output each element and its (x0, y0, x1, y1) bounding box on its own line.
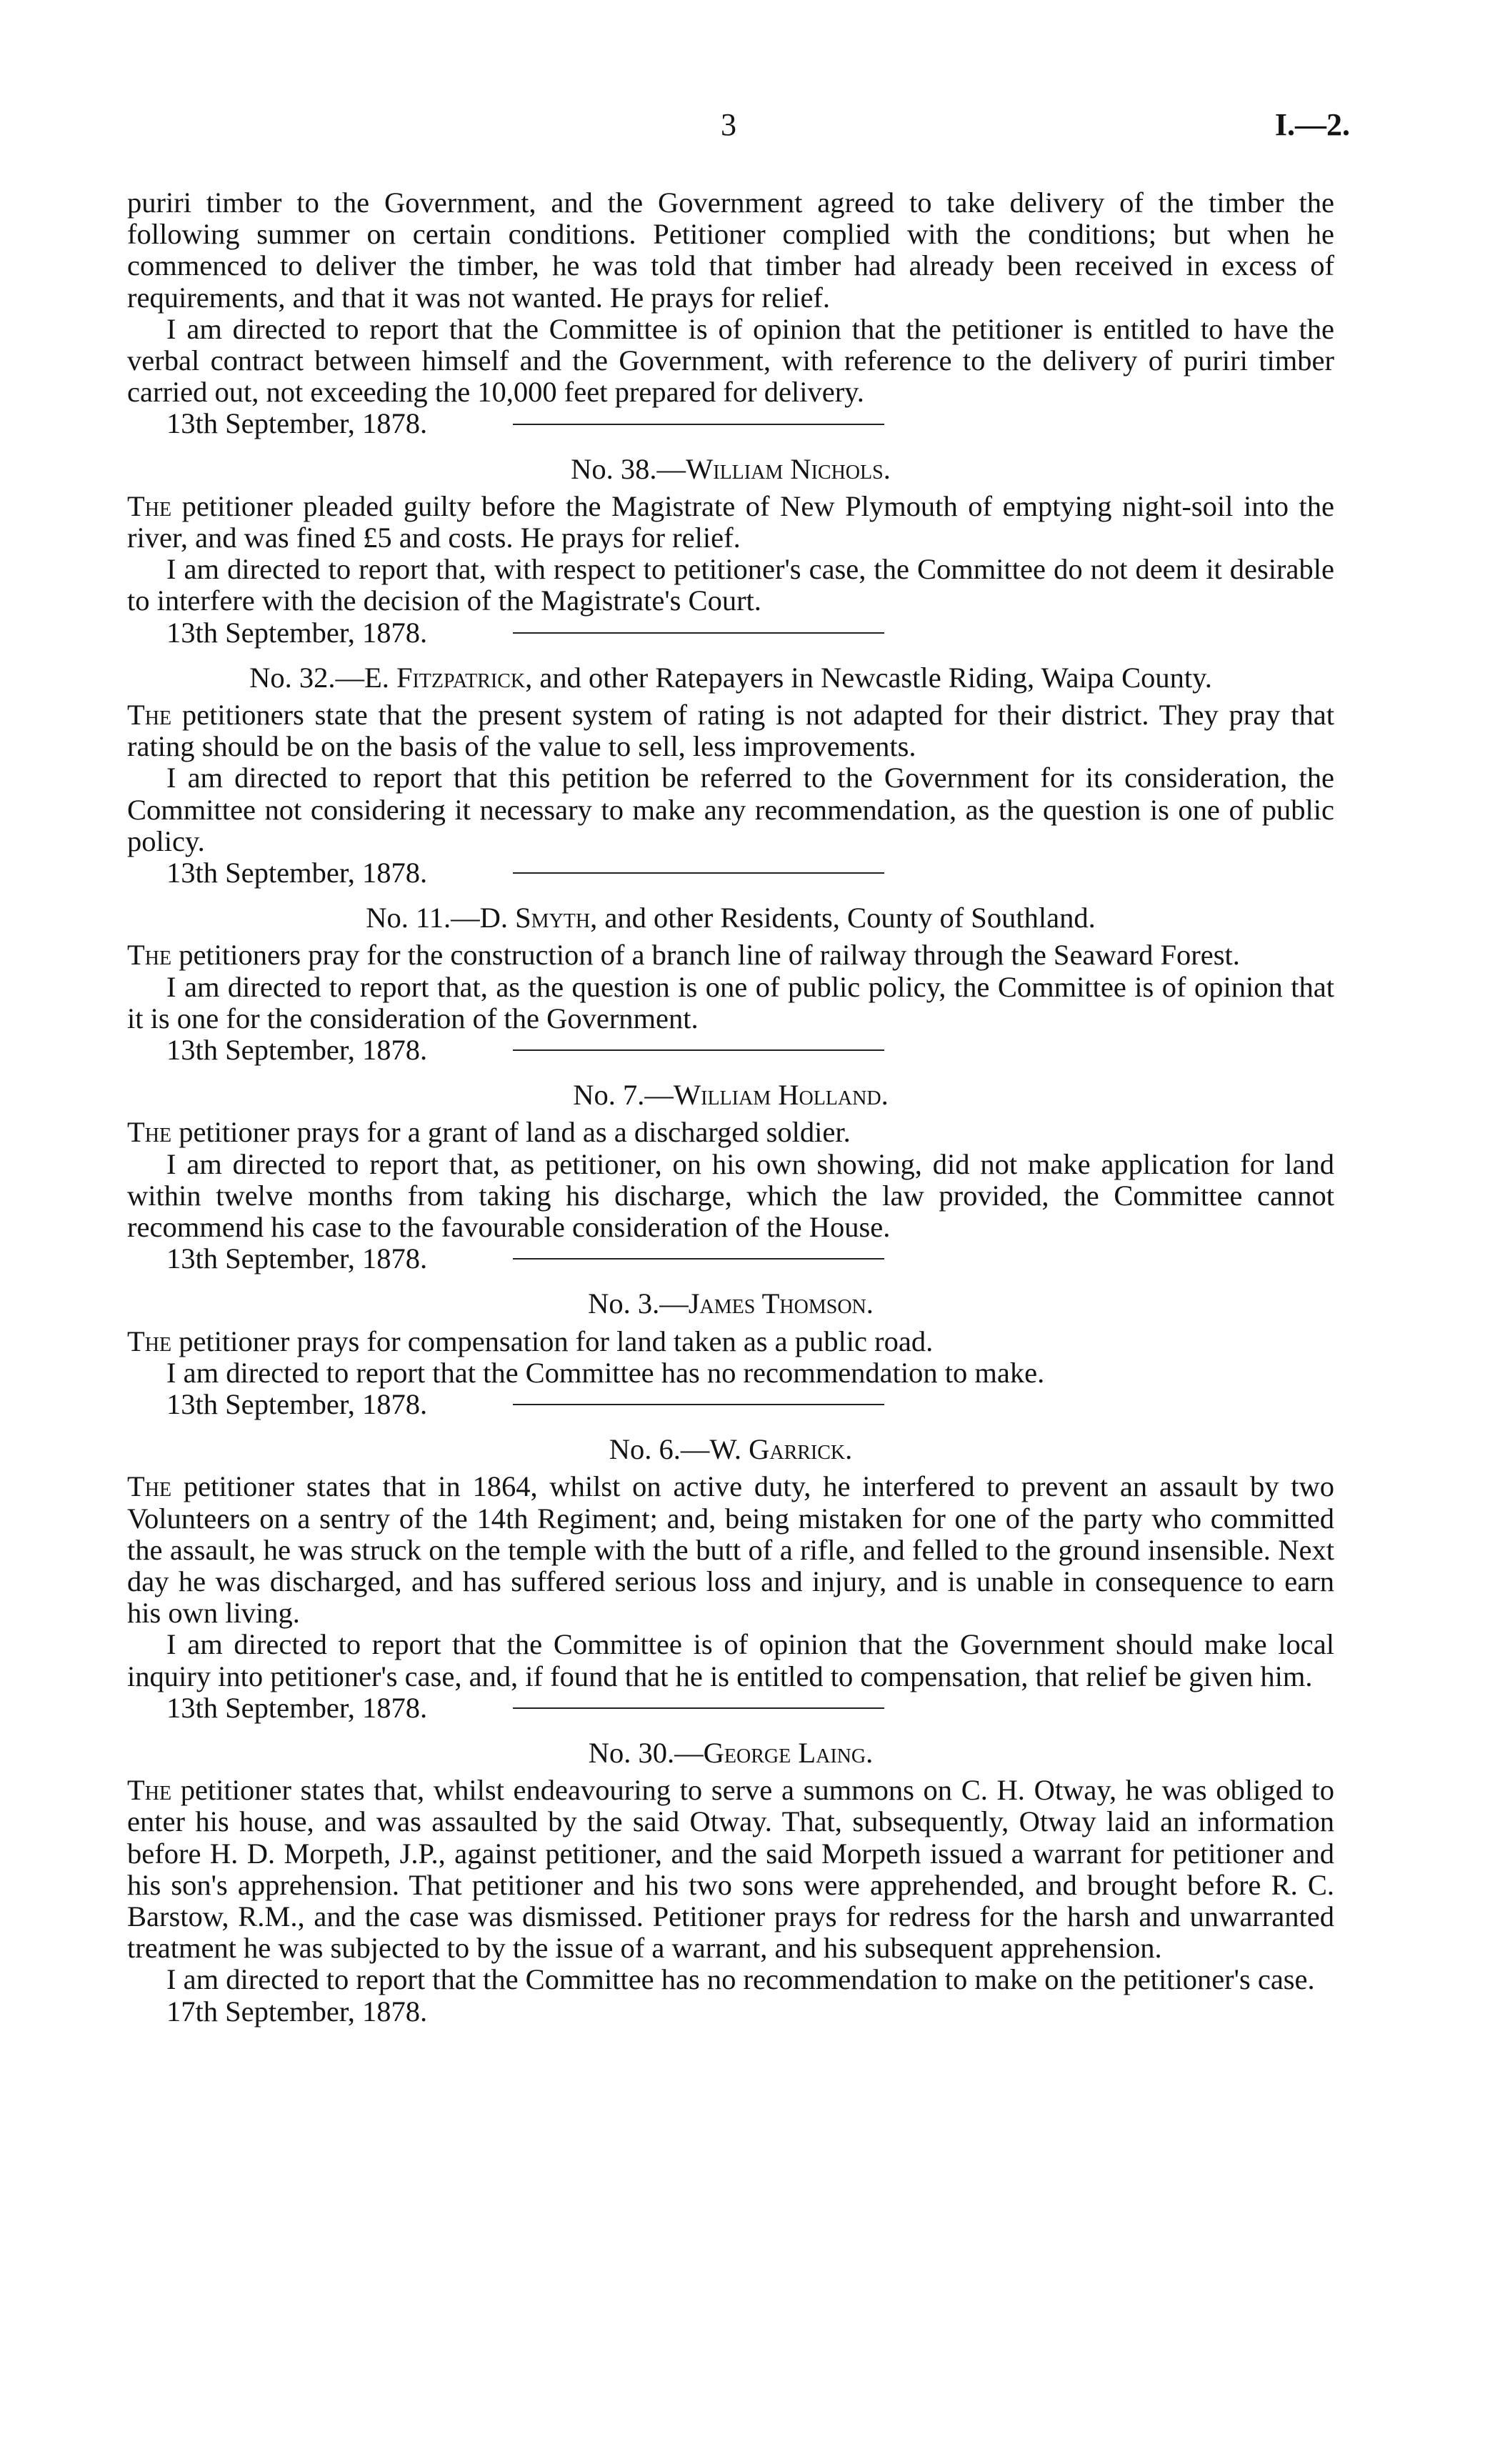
petitioner-name: William Nichols. (686, 452, 891, 485)
petitioner-name: James Thomson. (688, 1287, 874, 1320)
section-divider (513, 872, 884, 874)
petitioner-description: and other Residents, County of Southland. (604, 902, 1096, 934)
petition-statement (127, 939, 1334, 971)
report-date: 13th September, 1878. (166, 616, 428, 649)
petition-statement (127, 1471, 1334, 1629)
section-divider (513, 1258, 884, 1260)
petition-heading: No. 30.—George Laing. (588, 1737, 874, 1770)
committee-report: I am directed to report that the Committee has no recommendation to make. (166, 1356, 1045, 1389)
report-date-line (127, 1243, 1334, 1275)
section-divider (513, 1049, 884, 1051)
petition-statement (127, 491, 1334, 554)
report-date-line (127, 1692, 1334, 1724)
report-date: 17th September, 1878. (166, 1995, 428, 2027)
statement-lead: The (127, 1116, 172, 1149)
committee-report: I am directed to report that the Committee is of opinion that the Government should make local inquiry into petitioner's case, and, if found that he is entitled to compensation, that relief be given him. (127, 1628, 1334, 1692)
committee-report: I am directed to report that, as petitioner, on his own showing, did not make application for land within twelve months from taking his discharge, which the law provided, the Committee cannot recommend his case to the favourable consideration of the House. (127, 1147, 1334, 1244)
petition-number: No. 7. (573, 1079, 645, 1112)
petition-heading: No. 6.—W. Garrick. (609, 1433, 853, 1466)
petition-section (127, 1434, 1334, 1724)
report-date: 13th September, 1878. (166, 857, 428, 889)
report-date: 13th September, 1878. (166, 1691, 428, 1724)
petition-number: No. 30. (588, 1737, 675, 1770)
statement-lead: The (127, 699, 172, 732)
document-reference: I.—2. (1274, 107, 1350, 142)
statement-text: petitioner pleaded guilty before the Magistrate of New Plymouth of emptying night-soil into the river, and was fined £5 and costs. He prays for relief. (127, 489, 1334, 554)
petition-statement: puriri timber to the Government, and the Government agreed to take delivery of the timber the following summer on certain conditions. Petitioner complied with the conditions; but when he commenced to deliver the timber, he was told that timber had already been received in excess of requirements, and that it was not wanted. He prays for relief. (127, 186, 1334, 314)
petition-heading: No. 7.—William Holland. (573, 1079, 889, 1112)
statement-lead: The (127, 1325, 172, 1357)
petition-statement (127, 1775, 1334, 1964)
report-date: 13th September, 1878. (166, 1242, 428, 1275)
petition-section (127, 454, 1334, 649)
petition-heading: No. 3.—James Thomson. (588, 1287, 874, 1320)
statement-text: petitioners pray for the construction of a branch line of railway through the Seaward Forest. (179, 939, 1240, 972)
statement-text: petitioner states that in 1864, whilst on active duty, he interfered to prevent an assault by two Volunteers on a sentry of the 14th Regiment; and, being mistaken for one of the party who committed the assault, he was struck on the temple with the butt of a rifle, and felled to the ground insensible. Next day he was discharged, and has suffered serious loss and injury, and is unable in consequence to earn his own living. (127, 1470, 1334, 1630)
statement-text: petitioner prays for a grant of land as a discharged soldier. (179, 1116, 851, 1149)
section-divider (513, 424, 884, 425)
petitioner-name: William Holland. (673, 1079, 889, 1112)
petition-number: No. 6. (609, 1433, 681, 1466)
petitioner-name: W. Garrick. (709, 1433, 853, 1466)
petition-number: No. 32. (249, 661, 336, 694)
statement-lead: The (127, 1470, 172, 1503)
report-date-line (127, 1996, 1334, 2027)
petition-number: No. 38. (571, 452, 657, 485)
petition-heading: No. 32.—E. Fitzpatrick, and other Ratepayers in Newcastle Riding, Waipa County. (249, 661, 1212, 694)
report-date-line (127, 408, 1334, 439)
report-date: 13th September, 1878. (166, 407, 428, 440)
section-divider (513, 1404, 884, 1405)
text-column (127, 187, 1334, 2027)
petition-statement (127, 1326, 1334, 1357)
committee-report: I am directed to report that, with respect to petitioner's case, the Committee do not deem it desirable to interfere with the decision of the Magistrate's Court. (127, 553, 1334, 617)
report-date-line (127, 857, 1334, 889)
statement-text: petitioner states that, whilst endeavouring to serve a summons on C. H. Otway, he was obliged to enter his house, and was assaulted by the said Otway. That, subsequently, Otway laid an information before H. D. Morpeth, J.P., against petitioner, and the said Morpeth issued a warrant for petitioner and his son's apprehension. That petitioner and his two sons were apprehended, and brought before R. C. Barstow, R.M., and the case was dismissed. Petitioner prays for redress for the harsh and unwarranted treatment he was subjected to by the issue of a warrant, and his subsequent apprehension. (127, 1774, 1335, 1965)
petitioner-description: and other Ratepayers in Newcastle Riding, Waipa County. (539, 661, 1212, 694)
section-divider (513, 1707, 884, 1709)
petition-section (127, 1079, 1334, 1275)
petition-section (127, 1288, 1334, 1420)
section-divider (513, 632, 884, 634)
page-number: 3 (721, 107, 736, 142)
statement-lead: The (127, 939, 172, 972)
report-date: 13th September, 1878. (166, 1034, 428, 1067)
report-date-line (127, 1034, 1334, 1066)
petition-continued (127, 187, 1334, 440)
statement-lead: The (127, 489, 172, 522)
statement-lead: The (127, 1774, 172, 1807)
report-date-line (127, 617, 1334, 649)
petition-statement (127, 1117, 1334, 1148)
petition-statement (127, 699, 1334, 762)
statement-text: petitioner prays for compensation for land taken as a public road. (179, 1325, 934, 1357)
petition-section (127, 902, 1334, 1066)
petitioner-name: George Laing. (703, 1737, 874, 1770)
committee-report: I am directed to report that, as the question is one of public policy, the Committee is of opinion that it is one for the consideration of the Government. (127, 970, 1334, 1034)
petition-heading: No. 11.—D. Smyth, and other Residents, County of Southland. (366, 902, 1096, 934)
petitioner-name: E. Fitzpatrick, (364, 661, 533, 694)
petitioner-name: D. Smyth, (479, 902, 598, 934)
committee-report: I am directed to report that the Committee is of opinion that the petitioner is entitled to have the verbal contract between himself and the Government, with reference to the delivery of puriri timber carried out, not exceeding the 10,000 feet prepared for delivery. (127, 312, 1334, 409)
statement-text: petitioners state that the present system of rating is not adapted for their district. They pray that rating should be on the basis of the value to sell, less improvements. (127, 699, 1334, 763)
petition-section (127, 662, 1334, 889)
petition-heading: No. 38.—William Nichols. (571, 452, 891, 485)
petition-number: No. 3. (588, 1287, 660, 1320)
petition-number: No. 11. (366, 902, 451, 934)
report-date-line (127, 1389, 1334, 1420)
petition-section (127, 1737, 1334, 2027)
report-date: 13th September, 1878. (166, 1388, 428, 1421)
committee-report: I am directed to report that this petition be referred to the Government for its consideration, the Committee not considering it necessary to make any recommendation, as the question is one of public policy. (127, 762, 1334, 857)
committee-report: I am directed to report that the Committee has no recommendation to make on the petitioner's case. (166, 1963, 1315, 1996)
